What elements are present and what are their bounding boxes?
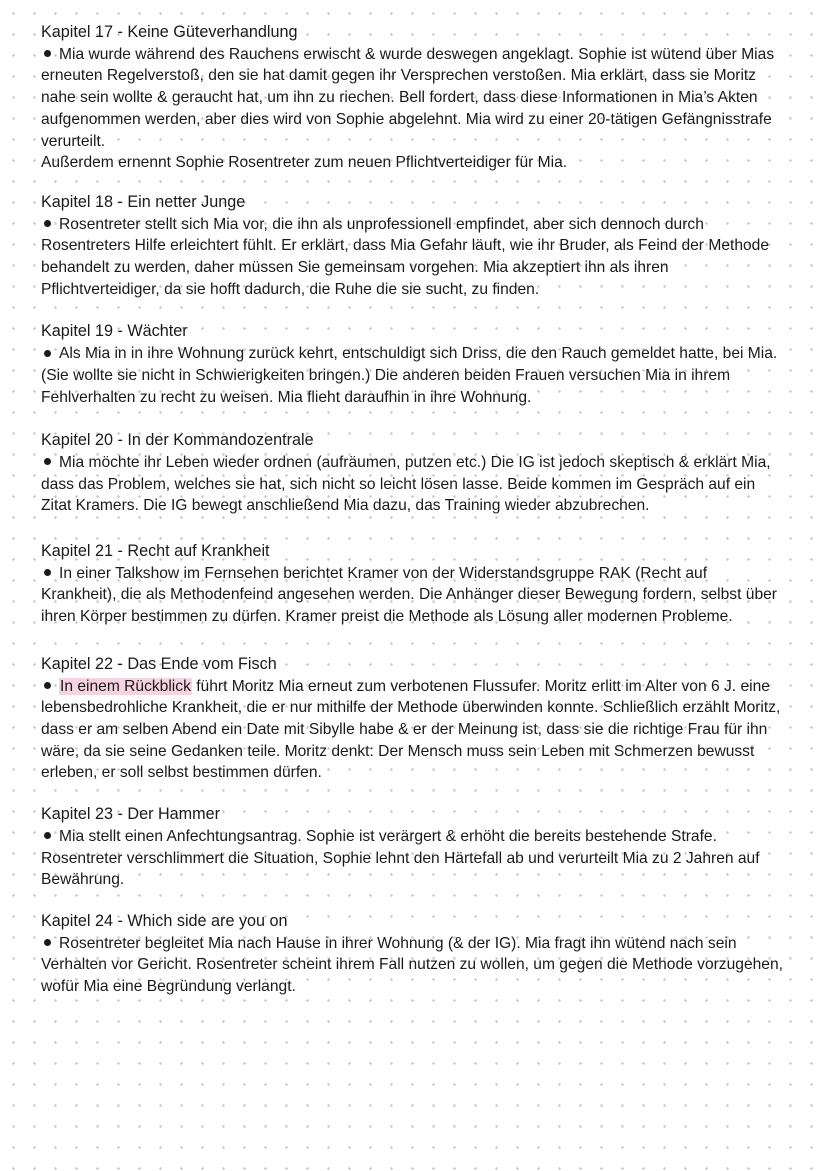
chapter-summary-text: Rosentreter begleitet Mia nach Hause in ihrer Wohnung (& der IG). Mia fragt ihn wütend nach sein Verhalten vor Gericht. Rosentreter scheint ihrem Fall nutzen zu wollen, um gegen die Methode vorzugehen, wofür Mia eine Begründung verlangt. bbox=[41, 934, 783, 996]
chapter-summary-text: Rosentreter stellt sich Mia vor, die ihn als unprofessionell empfindet, aber sich dennoch durch Rosentreters Hilfe erleichtert fühlt. Er erklärt, dass Mia Gefahr läuft, wie ihr Bruder, als Feind der Methode behandelt zu werden, daher müssen Sie gemeinsam vorgehen. Mia akzeptiert ihn als ihren Pflichtverteidiger, da sie hofft dadurch, die Ruhe die sie sucht, zu finden. bbox=[41, 215, 770, 298]
chapter-summary-text: Als Mia in in ihre Wohnung zurück kehrt, entschuldigt sich Driss, die den Rauch gemeldet hatte, bei Mia. (Sie wollte sie nicht in Schwierigkeiten bringen.) Die anderen beiden Frauen versuchen Mia in ihrem Fehlverhalten zu recht zu weisen. Mia flieht daraufhin in ihre Wohnung. bbox=[41, 345, 778, 406]
chapter-summary-text: Mia wurde während des Rauchens erwischt & wurde deswegen angeklagt. Sophie ist wütend über Mias erneuten Regelverstoß, den sie hat damit gegen ihr Versprechen verstoßen. Mia erklärt, dass sie Moritz nahe sein wollte & geraucht hat, um ihn zu riechen. Bell fordert, dass diese Informationen in Mia’s Akten aufgenommen werden, aber dies wird von Sophie abgelehnt. Mia wird zu einer 20-tätigen Gefängnisstrafe verurteilt. bbox=[41, 45, 775, 150]
chapter-summary-text: Mia stellt einen Anfechtungsantrag. Sophie ist verärgert & erhöht die bereits bestehende Strafe. Rosentreter verschlimmert die Situation, Sophie lehnt den Härtefall ab und verurteilt Mia zu 2 Jahren auf Bewährung. bbox=[41, 827, 760, 889]
notes-page bbox=[41, 22, 783, 1018]
chapter-summary bbox=[41, 214, 783, 301]
chapter-summary-text: In einer Talkshow im Fernsehen berichtet Kramer von der Widerstandsgruppe RAK (Recht auf Krankheit), die als Methodenfeind angesehen werden. Die Anhänger dieser Bewegung fordern, selbst über ihren Körper bestimmen zu dürfen. Kramer preist die Methode als Lösung aller modernen Probleme. bbox=[41, 564, 777, 626]
chapter-summary bbox=[41, 563, 783, 628]
bullet-icon bbox=[44, 220, 51, 227]
chapter-24 bbox=[41, 911, 783, 998]
chapter-20 bbox=[41, 430, 783, 517]
chapter-23 bbox=[41, 804, 783, 891]
bullet-icon bbox=[44, 832, 51, 839]
bullet-icon bbox=[44, 569, 51, 576]
bullet-icon bbox=[44, 50, 51, 57]
chapter-title: Kapitel 24 - Which side are you on bbox=[41, 911, 288, 930]
chapter-18 bbox=[41, 192, 783, 301]
bullet-icon bbox=[44, 458, 51, 465]
chapter-title: Kapitel 18 - Ein netter Junge bbox=[41, 192, 246, 211]
chapter-summary-text: führt Moritz Mia erneut zum verbotenen Flussufer. Moritz erlitt im Alter von 6 J. eine lebensbedrohliche Krankheit, die er nur mithilfe der Methode überwinden konnte. Schließlich erzählt Moritz, dass er am selben Abend ein Date mit Sibylle habe & er der Meinung ist, dass sie die richtige Frau für ihn wäre, da sie seine Gedanken teile. Moritz denkt: Der Mensch muss sein Leben mit Schmerzen bewusst erleben, er soll selbst bestimmen dürfen. bbox=[41, 677, 781, 782]
chapter-title: Kapitel 20 - In der Kommandozentrale bbox=[41, 431, 314, 450]
bullet-icon bbox=[44, 682, 51, 689]
highlighted-phrase: In einem Rückblick bbox=[60, 677, 191, 695]
chapter-summary bbox=[41, 343, 783, 408]
chapter-extra-text: Außerdem ernennt Sophie Rosentreter zum neuen Pflichtverteidiger für Mia. bbox=[41, 154, 568, 172]
chapter-summary bbox=[41, 676, 783, 785]
chapter-summary bbox=[41, 826, 783, 891]
chapter-summary bbox=[41, 44, 783, 153]
chapter-17 bbox=[41, 22, 783, 174]
chapter-title: Kapitel 17 - Keine Güteverhandlung bbox=[41, 23, 298, 41]
chapter-21 bbox=[41, 541, 783, 628]
chapter-summary-text: Mia möchte ihr Leben wieder ordnen (aufräumen, putzen etc.) Die IG ist jedoch skeptisch & erklärt Mia, dass das Problem, welches sie hat, sich nicht so leicht lösen lasse. Beide kommen im Gespräch auf ein Zitat Kramers. Die IG bewegt anschließend Mia dazu, das Training wieder abzubrechen. bbox=[41, 453, 771, 515]
bullet-icon bbox=[44, 350, 51, 357]
chapter-title: Kapitel 22 - Das Ende vom Fisch bbox=[41, 654, 277, 673]
chapter-title: Kapitel 19 - Wächter bbox=[41, 322, 188, 341]
chapter-title: Kapitel 23 - Der Hammer bbox=[41, 805, 221, 824]
chapter-title: Kapitel 21 - Recht auf Krankheit bbox=[41, 542, 270, 561]
bullet-icon bbox=[44, 939, 51, 946]
chapter-summary bbox=[41, 933, 783, 998]
chapter-22 bbox=[41, 654, 783, 784]
chapter-summary bbox=[41, 452, 783, 517]
chapter-19 bbox=[41, 321, 783, 408]
